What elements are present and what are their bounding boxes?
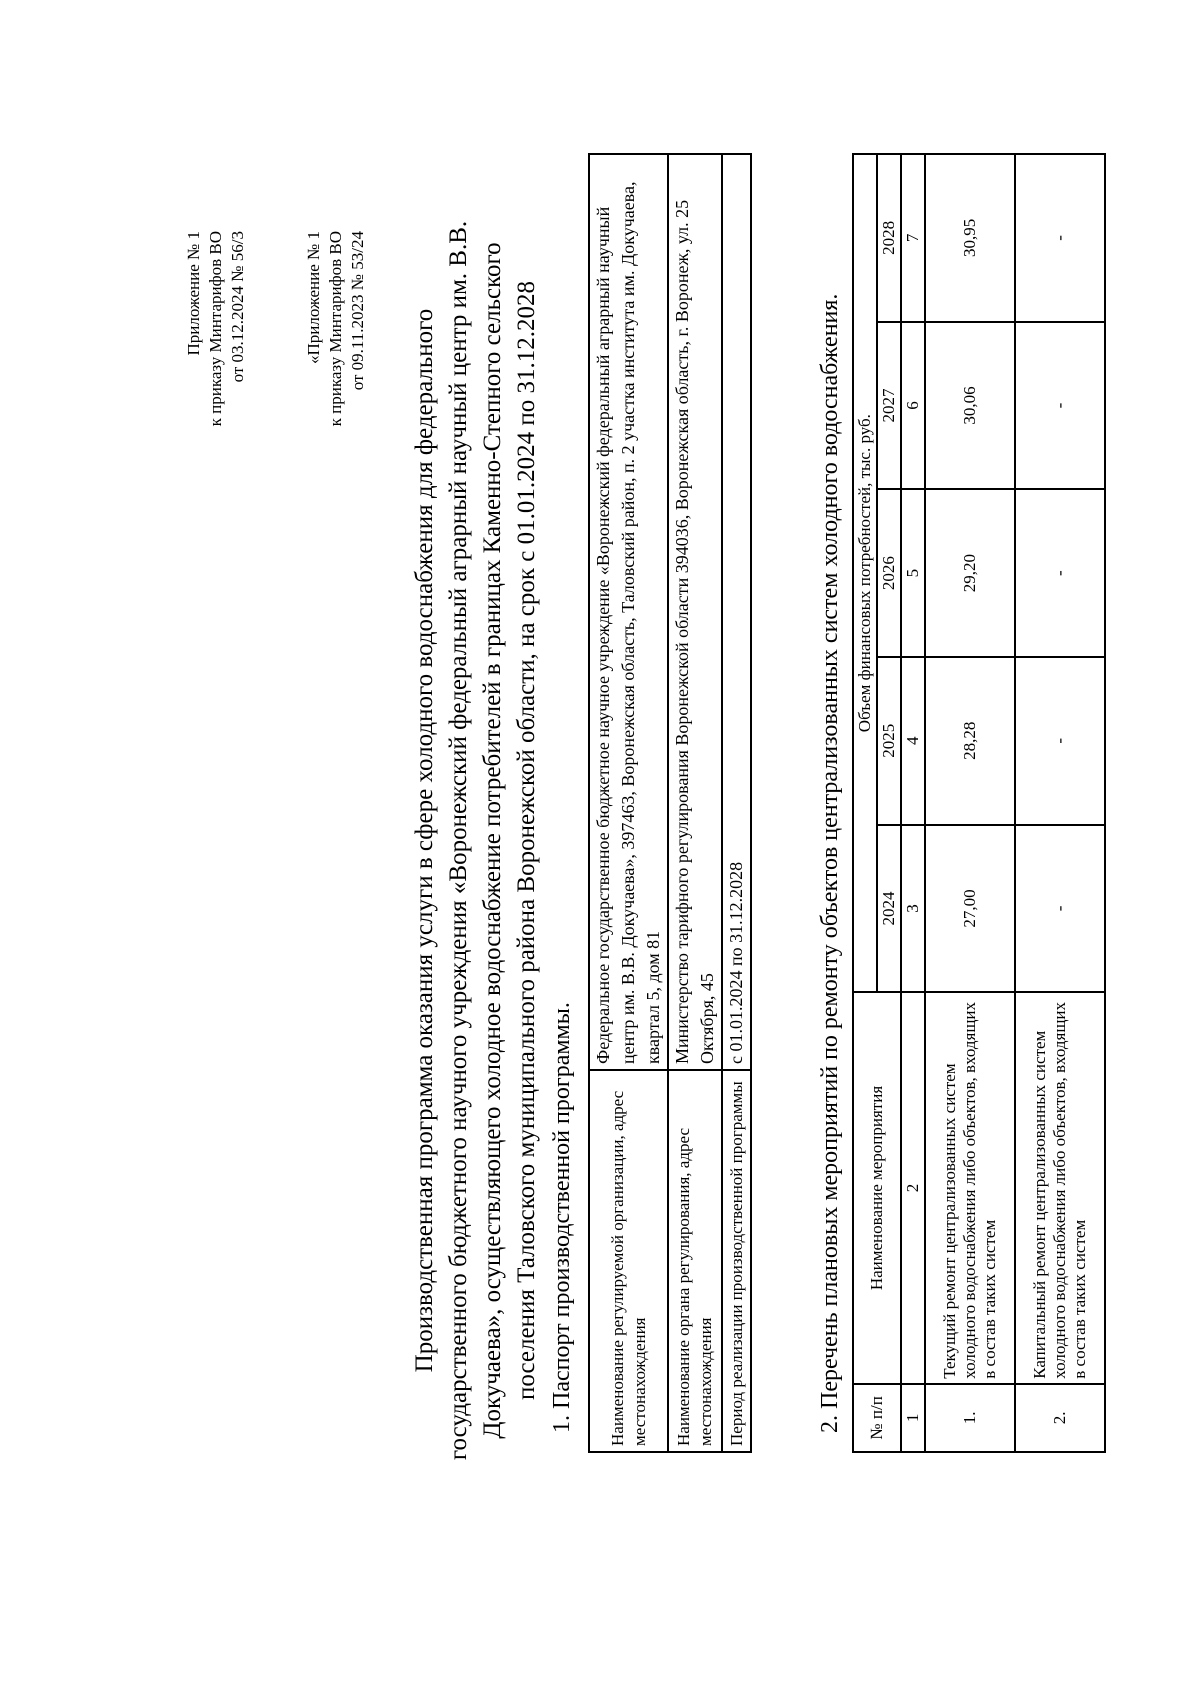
row-value: 28,28 [925,657,1015,825]
passport-value: Министерство тарифного регулирования Воронежской области 394036, Воронежская область, г. Воронеж, ул. 25 Октября, 45 [668,154,722,1070]
column-number: 7 [901,154,925,322]
row-value: 30,95 [925,154,1015,322]
row-num: 1. [925,1384,1015,1452]
row-value: - [1015,322,1105,490]
row-value: - [1015,489,1105,657]
passport-heading: 1. Паспорт производственной программы. [549,1002,575,1433]
header-year: 2027 [877,322,901,490]
column-number: 2 [901,992,925,1384]
table-row [668,154,722,1452]
column-number: 6 [901,322,925,490]
appendix-previous [303,231,369,426]
table-row [589,154,668,1452]
appendix-line: к приказу Минтарифов ВО [326,231,345,427]
plan-table [852,153,1106,1453]
column-number: 1 [901,1384,925,1452]
appendix-line: от 03.12.2024 № 56/3 [228,231,247,383]
row-value: - [1015,657,1105,825]
passport-value: Федеральное государственное бюджетное научное учреждение «Воронежский федеральный аграрный научный центр им. В.В. Докучаева», 397463, Воронежская область, Таловский район, п. 2 участка института им. Докучаева, квартал 5, дом 81 [589,154,668,1070]
header-year: 2024 [877,825,901,993]
row-value: - [1015,154,1105,322]
table-row [722,154,751,1452]
passport-label: Наименование регулируемой организации, адрес местонахождения [589,1070,668,1452]
row-value: 30,06 [925,322,1015,490]
column-number: 3 [901,825,925,993]
header-year: 2026 [877,489,901,657]
row-name: Текущий ремонт централизованных систем холодного водоснабжения либо объектов, входящих в состав таких систем [925,992,1015,1384]
row-num: 2. [1015,1384,1105,1452]
column-number: 4 [901,657,925,825]
column-number-row [901,154,925,1452]
header-name: Наименование мероприятия [853,992,901,1384]
header-num: № п/п [853,1384,901,1452]
table-row [1015,154,1105,1452]
passport-value: с 01.01.2024 по 31.12.2028 [722,154,751,1070]
table-header-row [853,154,877,1452]
header-finance: Объем финансовых потребностей, тыс. руб. [853,154,877,992]
row-value: 27,00 [925,825,1015,993]
rotated-page [75,103,1125,1603]
appendix-line: Приложение № 1 [184,231,203,356]
header-year: 2025 [877,657,901,825]
row-name: Капитальный ремонт централизованных систем холодного водоснабжения либо объектов, входящих в состав таких систем [1015,992,1105,1384]
table-row [925,154,1015,1452]
passport-label: Наименование органа регулирования, адрес местонахождения [668,1070,722,1452]
appendix-line: от 09.11.2023 № 53/24 [348,231,367,391]
appendix-line: к приказу Минтарифов ВО [206,231,225,427]
passport-label: Период реализации производственной программы [722,1070,751,1452]
column-number: 5 [901,489,925,657]
row-value: - [1015,825,1105,993]
document-title: Производственная программа оказания услуги в сфере холодного водоснабжения для федерального государственного бюджетного научного учреждения «Воронежский федеральный аграрный научный центр им. В.В. Докучаева», осуществляющего холодное водоснабжение потребителей в границах Каменно-Степного сельского поселения Таловского муниципального района Воронежской области, на срок с 01.01.2024 по 31.12.2028 [411,220,540,1461]
plan-heading: 2. Перечень плановых мероприятий по ремонту объектов централизованных систем холодного водоснабжения. [817,293,843,1433]
appendix-line: «Приложение № 1 [304,231,323,364]
passport-table [588,153,752,1453]
header-year: 2028 [877,154,901,322]
appendix-current [183,231,249,426]
row-value: 29,20 [925,489,1015,657]
